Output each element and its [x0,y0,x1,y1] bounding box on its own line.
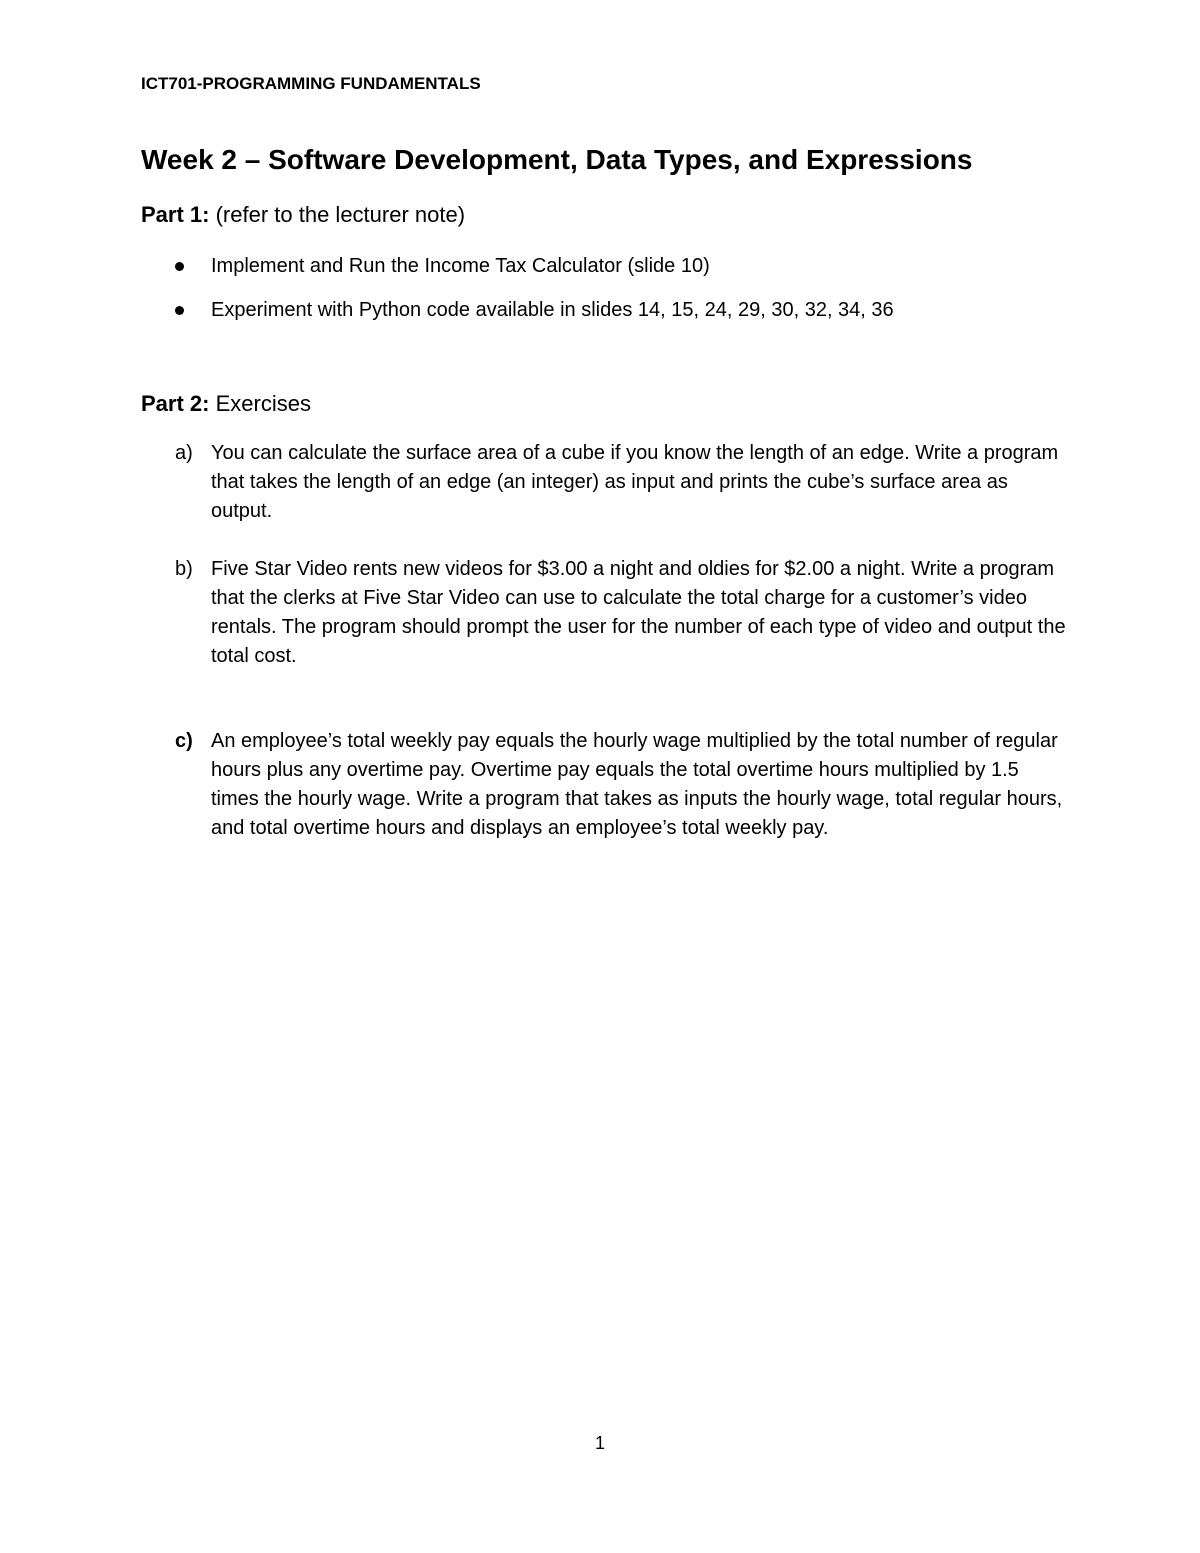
course-header: ICT701-PROGRAMMING FUNDAMENTALS [141,74,481,93]
exercise-marker: a) [175,442,193,464]
page-title: Week 2 – Software Development, Data Types, and Expressions [141,144,973,175]
part2-label: Part 2: [141,391,210,416]
exercise-a [141,439,1071,526]
list-item [141,252,1101,280]
exercise-marker: b) [175,558,193,580]
bullet-icon [175,306,184,315]
list-item-text: Experiment with Python code available in slides 14, 15, 24, 29, 30, 32, 34, 36 [211,299,894,321]
exercise-text: Five Star Video rents new videos for $3.00 a night and oldies for $2.00 a night. Write a program that the clerks at Five Star Video can use to calculate the total charge for a customer’s video rentals. The program should prompt the user for the number of each type of video and output the total cost. [211,558,1066,667]
part2-heading [141,391,311,417]
exercise-text: You can calculate the surface area of a cube if you know the length of an edge. Write a program that takes the length of an edge (an integer) as input and prints the cube’s surface area as output. [211,442,1059,522]
bullet-icon [175,262,184,271]
list-item [141,296,1101,324]
exercise-marker: c) [175,730,193,752]
exercise-b [141,555,1071,671]
exercise-c [141,727,1071,843]
list-item-text: Implement and Run the Income Tax Calculator (slide 10) [211,255,710,277]
part1-bullet-list [141,252,1101,340]
part1-label: Part 1: [141,202,210,227]
page-number: 1 [594,1433,605,1453]
part1-note: (refer to the lecturer note) [209,202,466,227]
exercise-text: An employee’s total weekly pay equals the hourly wage multiplied by the total number of regular hours plus any overtime pay. Overtime pay equals the total overtime hours multiplied by 1.5 times the hourly wage. Write a program that takes as inputs the hourly wage, total regular hours, and total overtime hours and displays an employee’s total weekly pay. [211,730,1063,839]
part1-heading [141,202,465,228]
part2-note: Exercises [209,391,311,416]
